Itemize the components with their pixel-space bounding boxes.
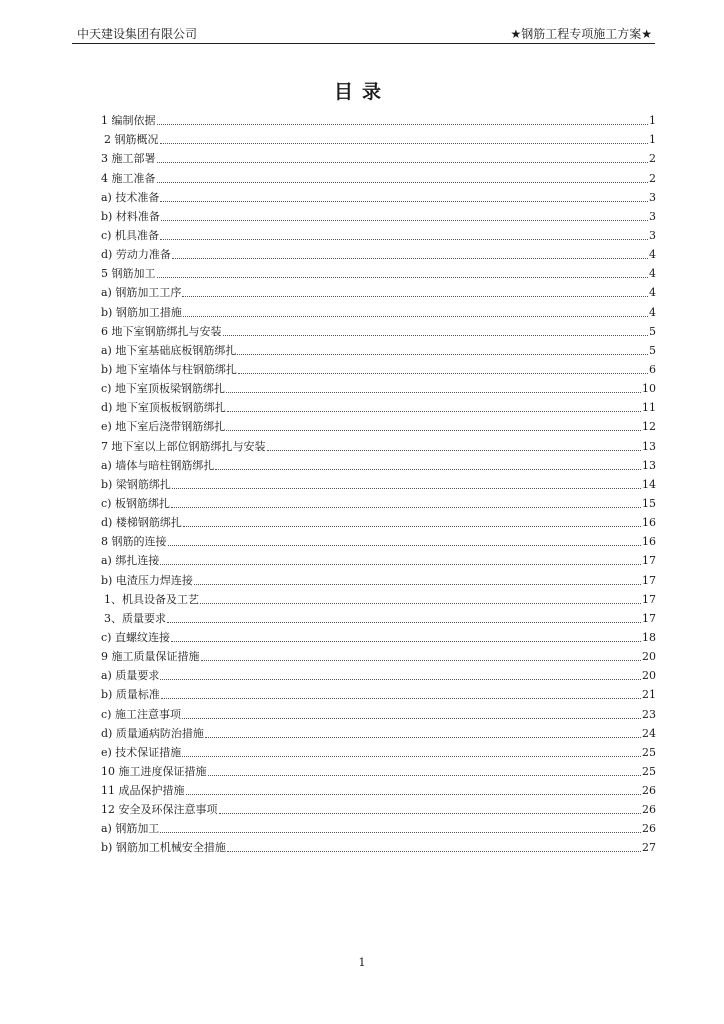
toc-entry-page-number: 18: [642, 630, 656, 644]
toc-entry-page-number: 20: [642, 650, 656, 664]
toc-entry[interactable]: [101, 128, 656, 147]
toc-entry-label: b) 钢筋加工措施: [101, 305, 182, 319]
toc-entry[interactable]: [101, 722, 656, 741]
toc-entry-label: c) 板钢筋绑扎: [101, 496, 170, 510]
toc-entry-label: a) 质量要求: [101, 669, 160, 683]
toc-entry-label: a) 钢筋加工工序: [101, 286, 182, 300]
toc-entry-label: 5 钢筋加工: [101, 267, 156, 281]
toc-entry[interactable]: [101, 702, 656, 721]
toc-entry[interactable]: [101, 415, 656, 434]
toc-entry-page-number: 6: [649, 362, 656, 376]
toc-entry-page-number: 17: [642, 592, 656, 606]
toc-entry-label: 1、机具设备及工艺: [104, 592, 199, 606]
toc-entry[interactable]: [101, 147, 656, 166]
toc-entry-label: c) 机具准备: [101, 228, 159, 242]
toc-entry-page-number: 15: [642, 496, 656, 510]
toc-dot-leader: [157, 276, 649, 278]
toc-entry-page-number: 12: [642, 420, 656, 434]
toc-dot-leader: [160, 678, 641, 680]
toc-entry-label: a) 地下室基础底板钢筋绑扎: [101, 343, 237, 357]
toc-dot-leader: [167, 621, 641, 623]
toc-title: 目录: [333, 81, 390, 103]
page-header: [72, 25, 655, 44]
toc-dot-leader: [200, 602, 641, 604]
toc-dot-leader: [267, 449, 642, 451]
toc-entry-label: c) 施工注意事项: [101, 707, 181, 721]
toc-entry-page-number: 21: [642, 688, 656, 702]
toc-entry-page-number: 4: [649, 267, 656, 281]
toc-entry-page-number: 1: [649, 133, 656, 147]
toc-entry-label: 4 施工准备: [101, 171, 156, 185]
toc-entry-page-number: 17: [642, 611, 656, 625]
toc-dot-leader: [172, 487, 641, 489]
toc-dot-leader: [160, 238, 648, 240]
toc-entry[interactable]: [101, 377, 656, 396]
toc-dot-leader: [194, 583, 641, 585]
toc-dot-leader: [182, 755, 641, 757]
toc-entry[interactable]: [101, 320, 656, 339]
toc-dot-leader: [223, 334, 649, 336]
toc-entry-page-number: 17: [642, 554, 656, 568]
toc-dot-leader: [205, 736, 641, 738]
toc-dot-leader: [172, 257, 648, 259]
toc-entry[interactable]: [101, 454, 656, 473]
toc-entry[interactable]: [101, 473, 656, 492]
toc-entry-label: a) 墙体与暗柱钢筋绑扎: [101, 458, 215, 472]
toc-entry[interactable]: [101, 741, 656, 760]
toc-entry-label: 2 钢筋概况: [104, 133, 159, 147]
toc-entry-label: b) 梁钢筋绑扎: [101, 477, 171, 491]
toc-entry[interactable]: [101, 836, 656, 855]
toc-entry[interactable]: [101, 109, 656, 128]
toc-entry-page-number: 16: [642, 516, 656, 530]
toc-entry[interactable]: [101, 396, 656, 415]
toc-entry-label: d) 楼梯钢筋绑扎: [101, 516, 182, 530]
toc-entry-label: 10 施工进度保证措施: [101, 764, 207, 778]
toc-entry[interactable]: [101, 511, 656, 530]
toc-dot-leader: [171, 506, 641, 508]
toc-dot-leader: [171, 640, 641, 642]
header-document-title: ★钢筋工程专项施工方案★: [510, 27, 652, 41]
toc-entry-label: b) 地下室墙体与柱钢筋绑扎: [101, 362, 237, 376]
toc-entry[interactable]: [101, 205, 656, 224]
toc-entry-page-number: 23: [642, 707, 656, 721]
toc-entry-label: c) 地下室顶板梁钢筋绑扎: [101, 382, 225, 396]
table-of-contents: [101, 109, 656, 855]
toc-entry-page-number: 5: [649, 324, 656, 338]
toc-dot-leader: [183, 315, 648, 317]
toc-entry-page-number: 10: [642, 382, 656, 396]
toc-entry-page-number: 13: [642, 439, 656, 453]
toc-dot-leader: [183, 525, 641, 527]
toc-dot-leader: [161, 697, 641, 699]
toc-entry-label: b) 电渣压力焊连接: [101, 573, 193, 587]
toc-dot-leader: [237, 353, 648, 355]
toc-entry[interactable]: [101, 626, 656, 645]
toc-dot-leader: [227, 410, 641, 412]
toc-entry-page-number: 16: [642, 535, 656, 549]
toc-entry-label: 1 编制依据: [101, 114, 156, 128]
toc-entry[interactable]: [101, 243, 656, 262]
toc-dot-leader: [157, 161, 649, 163]
toc-entry-label: b) 钢筋加工机械安全措施: [101, 841, 226, 855]
toc-entry-label: 12 安全及环保注意事项: [101, 803, 218, 817]
header-company-name: 中天建设集团有限公司: [77, 27, 198, 41]
toc-entry[interactable]: [101, 607, 656, 626]
toc-dot-leader: [160, 563, 641, 565]
toc-entry-label: 9 施工质量保证措施: [101, 650, 200, 664]
toc-entry-page-number: 25: [642, 745, 656, 759]
toc-entry-page-number: 27: [642, 841, 656, 855]
page-number: 1: [358, 956, 366, 969]
toc-entry[interactable]: [101, 549, 656, 568]
toc-entry-label: 8 钢筋的连接: [101, 535, 167, 549]
toc-entry-page-number: 2: [649, 152, 656, 166]
toc-entry-label: e) 地下室后浇带钢筋绑扎: [101, 420, 226, 434]
toc-entry[interactable]: [101, 339, 656, 358]
toc-entry-page-number: 2: [649, 171, 656, 185]
toc-entry-label: a) 钢筋加工: [101, 822, 160, 836]
toc-entry[interactable]: [101, 530, 656, 549]
toc-entry[interactable]: [101, 492, 656, 511]
toc-entry-page-number: 26: [642, 822, 656, 836]
toc-entry-page-number: 25: [642, 764, 656, 778]
toc-entry-label: d) 地下室顶板板钢筋绑扎: [101, 401, 226, 415]
toc-entry-label: d) 质量通病防治措施: [101, 726, 204, 740]
toc-dot-leader: [161, 219, 648, 221]
toc-entry-page-number: 4: [649, 248, 656, 262]
toc-entry-page-number: 14: [642, 477, 656, 491]
toc-entry-label: e) 技术保证措施: [101, 745, 182, 759]
toc-entry-page-number: 13: [642, 458, 656, 472]
toc-dot-leader: [186, 793, 642, 795]
toc-dot-leader: [182, 295, 648, 297]
toc-entry-label: 11 成品保护措施: [101, 784, 185, 798]
toc-dot-leader: [160, 142, 649, 144]
toc-dot-leader: [208, 774, 642, 776]
toc-entry-page-number: 11: [642, 401, 656, 415]
toc-dot-leader: [226, 391, 641, 393]
toc-dot-leader: [201, 659, 642, 661]
toc-entry[interactable]: [101, 281, 656, 300]
toc-entry[interactable]: [101, 568, 656, 587]
toc-entry[interactable]: [101, 817, 656, 836]
toc-dot-leader: [238, 372, 648, 374]
toc-entry[interactable]: [101, 166, 656, 185]
toc-entry[interactable]: [101, 645, 656, 664]
toc-entry[interactable]: [101, 186, 656, 205]
toc-entry-page-number: 3: [649, 209, 656, 223]
toc-dot-leader: [157, 123, 649, 125]
toc-dot-leader: [226, 429, 641, 431]
toc-entry-label: 3、质量要求: [104, 611, 166, 625]
toc-entry-label: 6 地下室钢筋绑扎与安装: [101, 324, 222, 338]
toc-entry-page-number: 4: [649, 305, 656, 319]
toc-dot-leader: [160, 200, 648, 202]
toc-entry-label: 3 施工部署: [101, 152, 156, 166]
toc-dot-leader: [157, 181, 649, 183]
toc-entry-page-number: 26: [642, 784, 656, 798]
toc-dot-leader: [160, 831, 641, 833]
toc-entry-label: b) 材料准备: [101, 209, 160, 223]
toc-entry-page-number: 5: [649, 343, 656, 357]
toc-entry[interactable]: [101, 434, 656, 453]
toc-entry-label: 7 地下室以上部位钢筋绑扎与安装: [101, 439, 266, 453]
toc-entry[interactable]: [101, 779, 656, 798]
toc-entry-page-number: 24: [642, 726, 656, 740]
toc-entry[interactable]: [101, 224, 656, 243]
toc-entry[interactable]: [101, 683, 656, 702]
toc-entry-label: c) 直螺纹连接: [101, 630, 170, 644]
toc-dot-leader: [168, 544, 642, 546]
toc-entry-page-number: 17: [642, 573, 656, 587]
toc-dot-leader: [182, 717, 641, 719]
toc-entry[interactable]: [101, 664, 656, 683]
toc-entry[interactable]: [101, 262, 656, 281]
toc-entry[interactable]: [101, 760, 656, 779]
toc-entry-page-number: 4: [649, 286, 656, 300]
toc-entry-label: b) 质量标准: [101, 688, 160, 702]
toc-dot-leader: [227, 850, 641, 852]
toc-dot-leader: [215, 468, 641, 470]
toc-entry[interactable]: [101, 300, 656, 319]
toc-entry-label: a) 技术准备: [101, 190, 160, 204]
toc-entry-page-number: 20: [642, 669, 656, 683]
toc-entry-page-number: 26: [642, 803, 656, 817]
toc-entry[interactable]: [101, 798, 656, 817]
toc-entry-page-number: 1: [649, 114, 656, 128]
toc-entry-page-number: 3: [649, 228, 656, 242]
toc-entry-label: a) 绑扎连接: [101, 554, 160, 568]
toc-entry-label: d) 劳动力准备: [101, 248, 171, 262]
toc-entry[interactable]: [101, 358, 656, 377]
toc-entry[interactable]: [101, 588, 656, 607]
toc-dot-leader: [219, 812, 642, 814]
toc-entry-page-number: 3: [649, 190, 656, 204]
